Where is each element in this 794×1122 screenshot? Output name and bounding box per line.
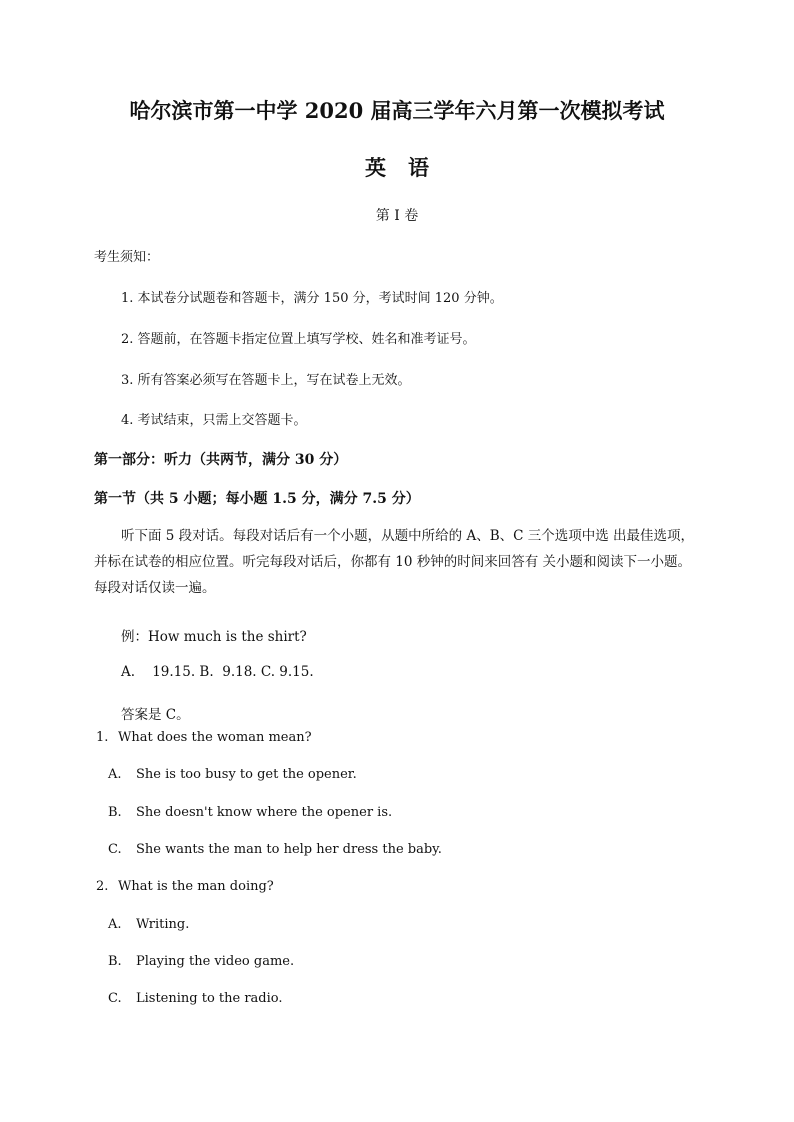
instructions-line: 每段对话仅读一遍。	[94, 580, 216, 596]
example-question: 例：How much is the shirt?	[121, 629, 307, 645]
option-text: She doesn't know where the opener is.	[136, 805, 393, 820]
option-text: She wants the man to help her dress the baby.	[136, 842, 442, 857]
volume-label: 第 I 卷	[375, 208, 419, 224]
option-text: Playing the video game.	[136, 954, 295, 969]
option-letter: C.	[108, 842, 122, 857]
example-options: A. 19.15. B. 9.18. C. 9.15.	[121, 664, 314, 680]
question	[96, 730, 312, 745]
notice-item: 4. 考试结束，只需上交答题卡。	[121, 413, 307, 428]
question-text: What does the woman mean?	[118, 730, 312, 745]
option-letter: B.	[108, 954, 122, 969]
question	[96, 879, 274, 894]
exam-title: 哈尔滨市第一中学 2020 届高三学年六月第一次模拟考试	[129, 98, 665, 123]
option-text: She is too busy to get the opener.	[136, 767, 357, 782]
option	[108, 917, 189, 932]
question-number: 1.	[96, 730, 109, 745]
notice-item: 2. 答题前，在答题卡指定位置上填写学校、姓名和准考证号。	[121, 332, 476, 347]
subject-char-2: 语	[408, 155, 429, 180]
question-text: What is the man doing?	[118, 879, 274, 894]
notice-item: 1. 本试卷分试题卷和答题卡，满分 150 分，考试时间 120 分钟。	[121, 291, 503, 306]
option-letter: A.	[108, 767, 122, 782]
option-letter: A.	[108, 917, 122, 932]
instructions-line: 听下面 5 段对话。每段对话后有一个小题，从题中所给的 A、B、C 三个选项中选 出最佳选项，	[121, 528, 695, 544]
option-text: Writing.	[136, 917, 190, 932]
instructions-line: 并标在试卷的相应位置。听完每段对话后，你都有 10 秒钟的时间来回答有 关小题和阅读下一小题。	[94, 554, 692, 570]
subject-char-1: 英	[365, 155, 386, 180]
option	[108, 842, 442, 857]
question-number: 2.	[96, 879, 109, 894]
option-text: Listening to the radio.	[136, 991, 283, 1006]
notice-item: 3. 所有答案必须写在答题卡上，写在试卷上无效。	[121, 373, 411, 388]
notice-title: 考生须知：	[94, 250, 160, 265]
instructions-paragraph	[94, 523, 694, 601]
option	[108, 991, 283, 1006]
option-letter: C.	[108, 991, 122, 1006]
option	[108, 767, 357, 782]
section1-heading: 第一节（共 5 小题；每小题 1.5 分，满分 7.5 分）	[94, 491, 420, 507]
option	[108, 954, 294, 969]
part1-heading: 第一部分：听力（共两节，满分 30 分）	[94, 452, 348, 468]
option	[108, 805, 392, 820]
subject-title	[0, 152, 794, 182]
example-answer: 答案是 C。	[121, 707, 190, 723]
option-letter: B.	[108, 805, 122, 820]
